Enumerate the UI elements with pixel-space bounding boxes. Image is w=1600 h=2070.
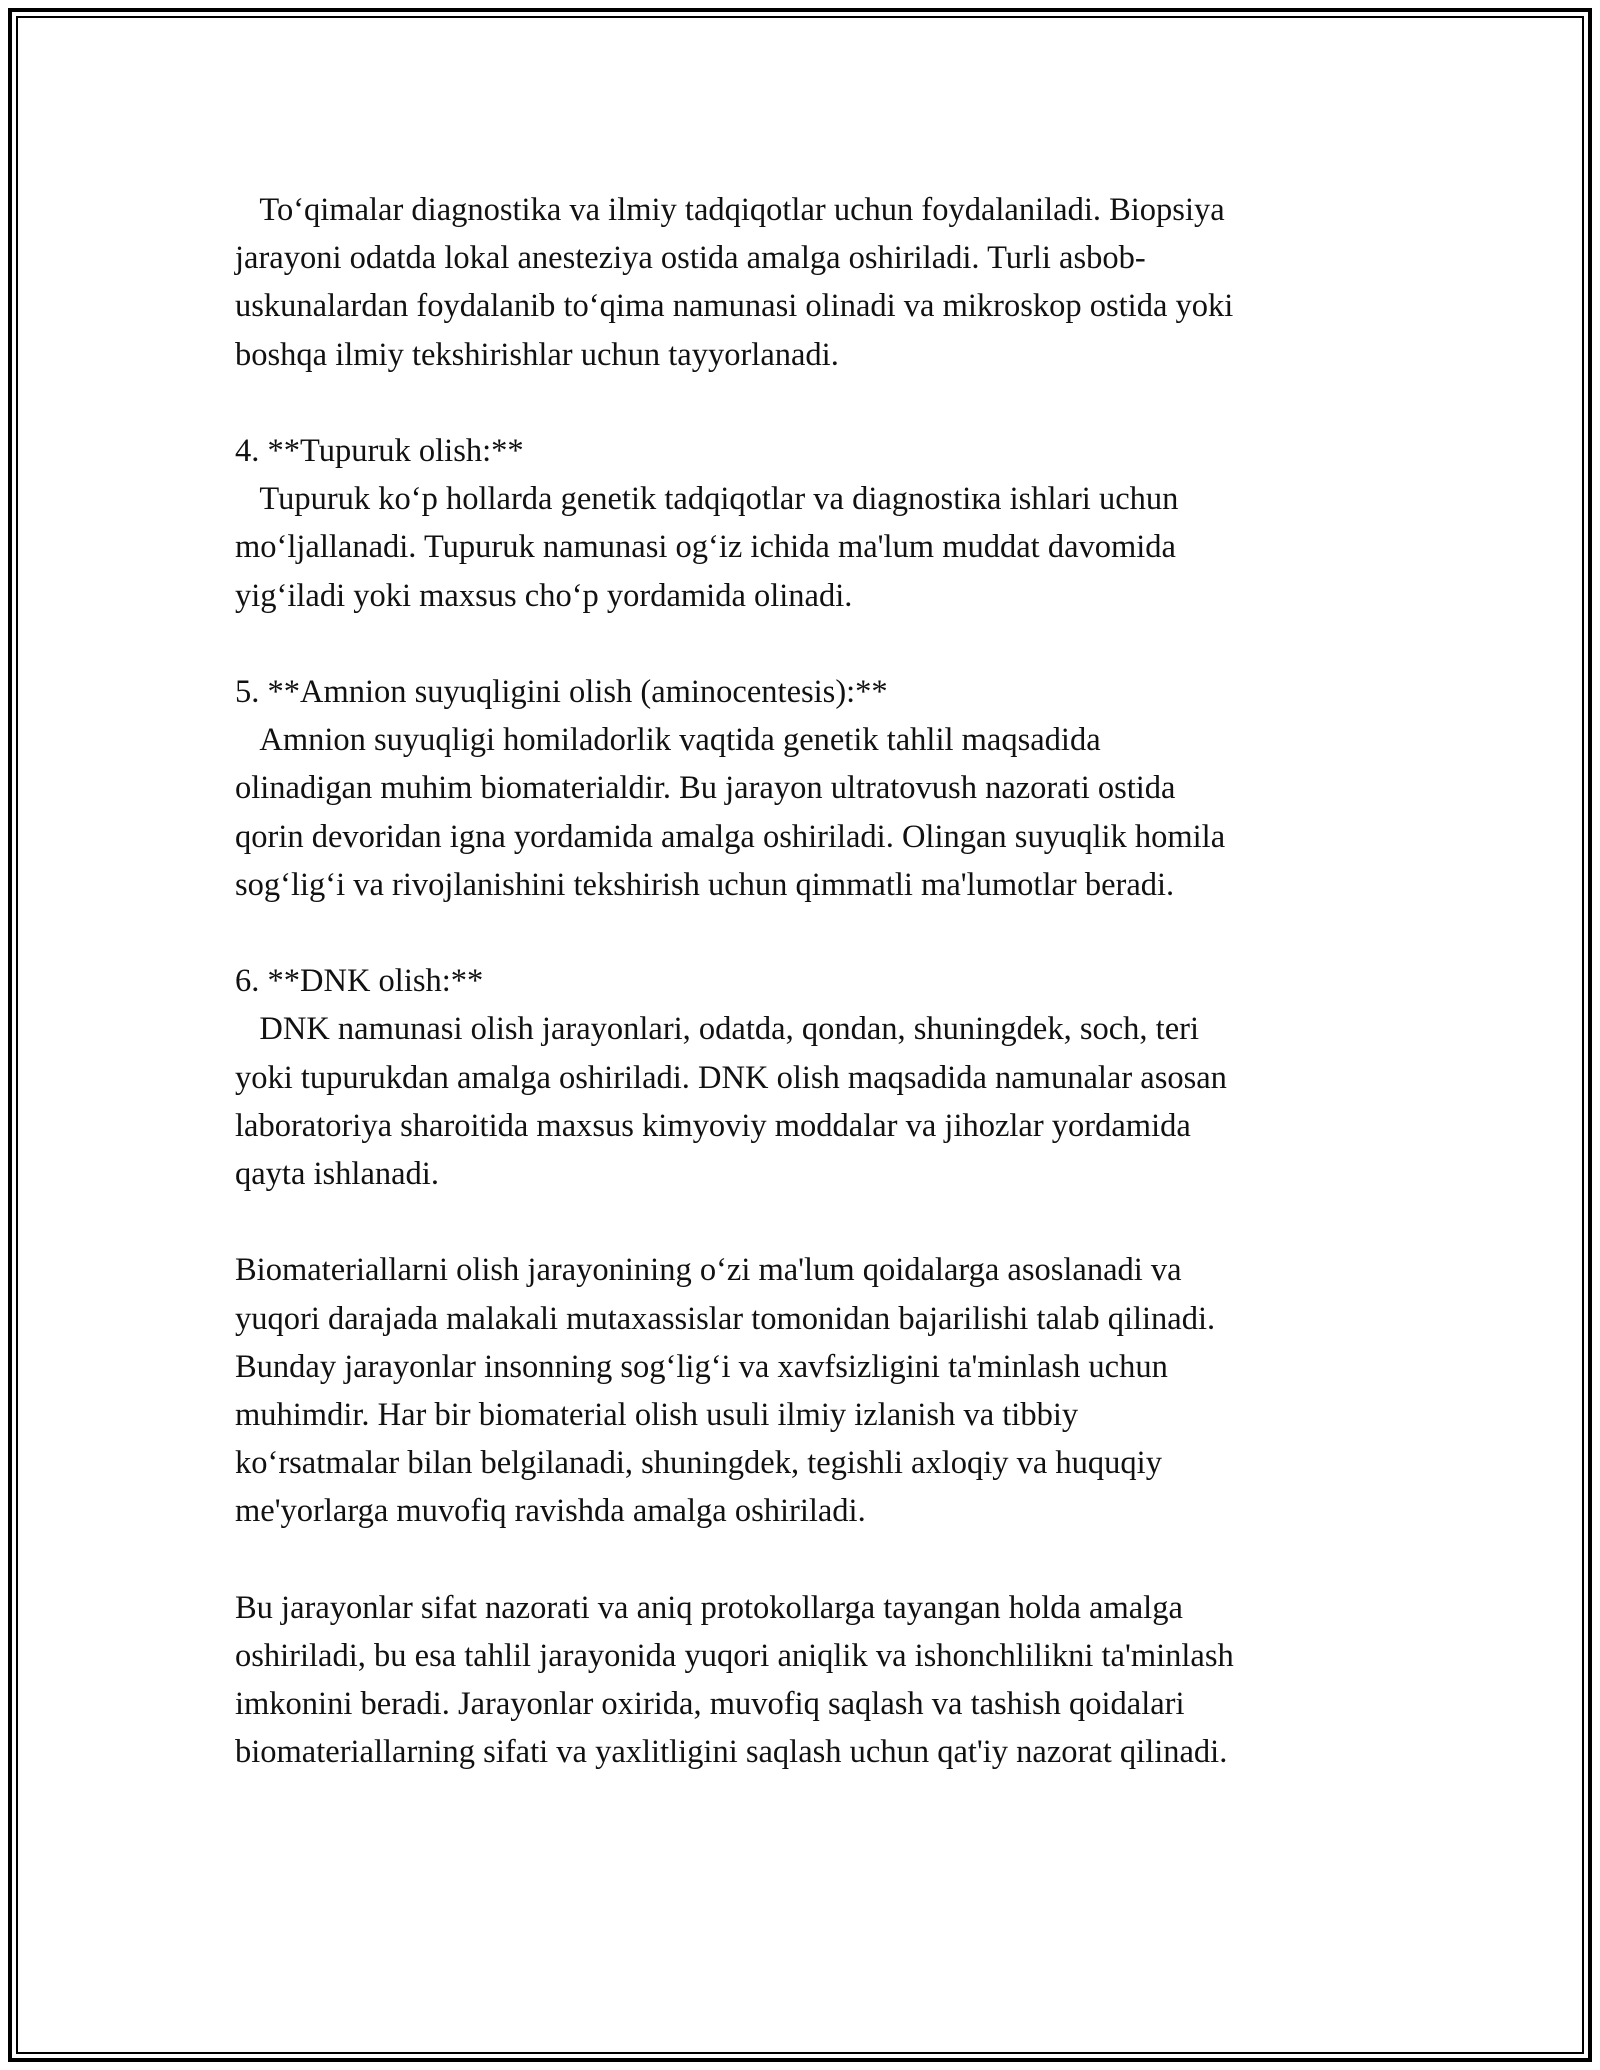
section-dna-extraction: 6. **DNK olish:** DNK namunasi olish jarayonlari, odatda, qondan, shuningdek, soch, teri yoki tupurukdan amalga oshiriladi. DNK olish maqsadida namunalar asosan laboratoriya sharoitida maxsus kimyoviy moddalar va jihozlar yordamida qayta ishlanadi. <box>235 963 1227 1193</box>
document-body <box>235 186 1395 1777</box>
paragraph-spacer <box>235 379 1395 427</box>
paragraph-spacer <box>235 909 1395 957</box>
paragraph-collection-rules: Biomateriallarni olish jarayonining o‘zi ma'lum qoidalarga asoslanadi va yuqori darajada malakali mutaxassislar tomonidan bajarilishi talab qilinadi. Bunday jarayonlar insonning sog‘lig‘i va xavfsizligini ta'minlash uchun muhimdir. Har bir biomaterial olish usuli ilmiy izlanish va tibbiy ko‘rsatmalar bilan belgilanadi, shuningdek, tegishli axloqiy va huquqiy me'yorlarga muvofiq ravishda amalga oshiriladi. <box>235 1252 1216 1530</box>
paragraph-spacer <box>235 1198 1395 1246</box>
paragraph-quality-control: Bu jarayonlar sifat nazorati va aniq protokollarga tayangan holda amalga oshiriladi, bu esa tahlil jarayonida yuqori aniqlik va ishonchlilikni ta'minlash imkonini beradi. Jarayonlar oxirida, muvofiq saqlash va tashish qoidalari biomateriallarning sifati va yaxlitligini saqlash uchun qat'iy nazorat qilinadi. <box>235 1589 1234 1771</box>
paragraph-spacer <box>235 1536 1395 1584</box>
section-saliva-collection: 4. **Tupuruk olish:** Tupuruk ko‘p hollarda genetik tadqiqotlar va diagnostiкa ishlari uchun mo‘ljallanadi. Tupuruk namunasi og‘iz ichida ma'lum muddat davomida yig‘iladi yoki maxsus cho‘p yordamida olinadi. <box>235 433 1179 614</box>
paragraph-tissue-usage: To‘qimalar diagnostika va ilmiy tadqiqotlar uchun foydalaniladi. Biopsiya jarayoni odatda lokal anesteziya ostida amalga oshiriladi. Turli asbob- uskunalardan foydalanib to‘qima namunasi olinadi va mikroskop ostida yoki boshqa ilmiy tekshirishlar uchun tayyorlanadi. <box>235 192 1234 373</box>
section-amniocentesis: 5. **Amnion suyuqligini olish (aminocentesis):** Amnion suyuqligi homiladorlik vaqtida genetik tahlil maqsadida olinadigan muhim biomaterialdir. Bu jarayon ultratovush nazorati ostida qorin devoridan igna yordamida amalga oshiriladi. Olingan suyuqlik homila sog‘lig‘i va rivojlanishini tekshirish uchun qimmatli ma'lumotlar beradi. <box>235 674 1226 903</box>
paragraph-spacer <box>235 620 1395 668</box>
